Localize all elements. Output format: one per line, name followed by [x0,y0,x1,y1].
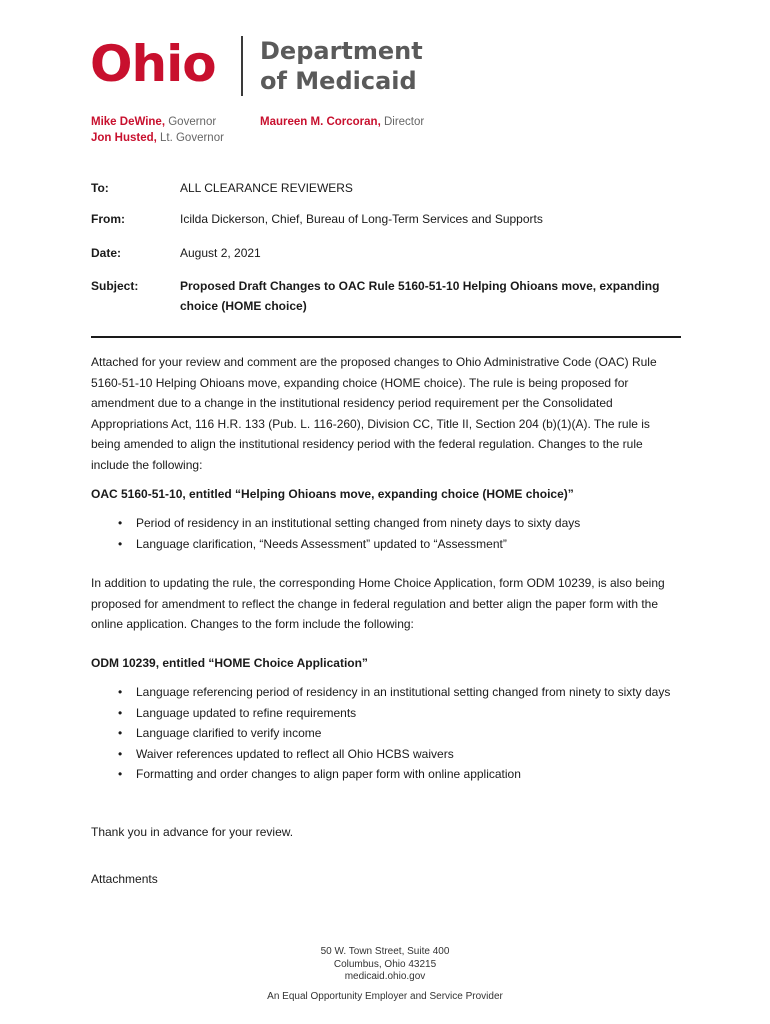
intro-paragraph: Attached for your review and comment are the proposed changes to Ohio Administrative Code (OAC) Rule 5160-51-10 Helping Ohioans move, expanding choice (HOME choice). The rule is being proposed for amendment due to a change in the institutional residency period requirement per the Consolidated Appropriations Act, 116 H.R. 133 (Pub. L. 116-260), Division CC, Title II, Section 204 (b)(1)(A). The rule is being amended to align the institutional residency period with the federal regulation. Changes to the rule include the following: [91,355,657,472]
department-name-text: Department of Medicaid [260,37,423,95]
website-link[interactable]: medicaid.ohio.gov [344,971,426,982]
to-label: To: [91,181,109,195]
governor-name: Mike DeWine, [91,116,166,128]
address-line2: Columbus, Ohio 43215 [333,958,437,970]
list-item: • Formatting and order changes to align paper form with online application [91,764,681,785]
ohio-logo: Ohio [90,35,216,93]
logo-divider [241,36,243,96]
list-item: • Waiver references updated to reflect all Ohio HCBS waivers [91,744,681,765]
list-item: • Language updated to refine requirements [91,703,681,724]
list-item: • Language clarified to verify income [91,723,681,744]
subject-value: Proposed Draft Changes to OAC Rule 5160-51-10 Helping Ohioans move, expanding choice (HOME choice) [180,279,660,313]
from-value: Icilda Dickerson, Chief, Bureau of Long-Term Services and Supports [180,212,543,226]
governor-block [91,114,224,146]
list-item: • Language clarification, “Needs Assessment” updated to “Assessment” [91,534,681,555]
list-item: • Period of residency in an institutional setting changed from ninety days to sixty days [91,513,681,534]
attachments-line: Attachments [91,872,158,886]
lt-governor-title: Lt. Governor [156,132,224,144]
header-rule [91,336,681,338]
director-name: Maureen M. Corcoran, [260,116,381,128]
to-value: ALL CLEARANCE REVIEWERS [180,181,353,195]
subject-label: Subject: [91,279,139,293]
section1-list [91,513,681,554]
lt-governor-name: Jon Husted, [91,132,157,144]
director-title: Director [380,116,425,128]
list-item [91,682,681,703]
address-line1: 50 W. Town Street, Suite 400 [320,946,450,957]
date-label: Date: [91,246,122,260]
thanks-line: Thank you in advance for your review. [91,825,294,839]
section1-heading: OAC 5160-51-10, entitled “Helping Ohioans move, expanding choice (HOME choice)” [91,487,574,501]
department-name [260,36,440,96]
date-value: August 2, 2021 [180,246,261,260]
section2-heading: ODM 10239, entitled “HOME Choice Application” [91,656,368,670]
middle-paragraph: In addition to updating the rule, the corresponding Home Choice Application, form ODM 10239, is also being proposed for amendment to reflect the change in federal regulation and better align the paper form with the online application. Changes to the form include the following: [91,576,665,631]
director-block [260,114,424,130]
governor-title: Governor [165,116,217,128]
footer-eoe: An Equal Opportunity Employer and Service Provider [267,991,503,1002]
from-label: From: [91,212,125,226]
section2-list [91,682,681,785]
footer-address [0,946,770,984]
list-item-text: Language referencing period of residency in an institutional setting changed from ninety to sixty days [136,685,671,699]
